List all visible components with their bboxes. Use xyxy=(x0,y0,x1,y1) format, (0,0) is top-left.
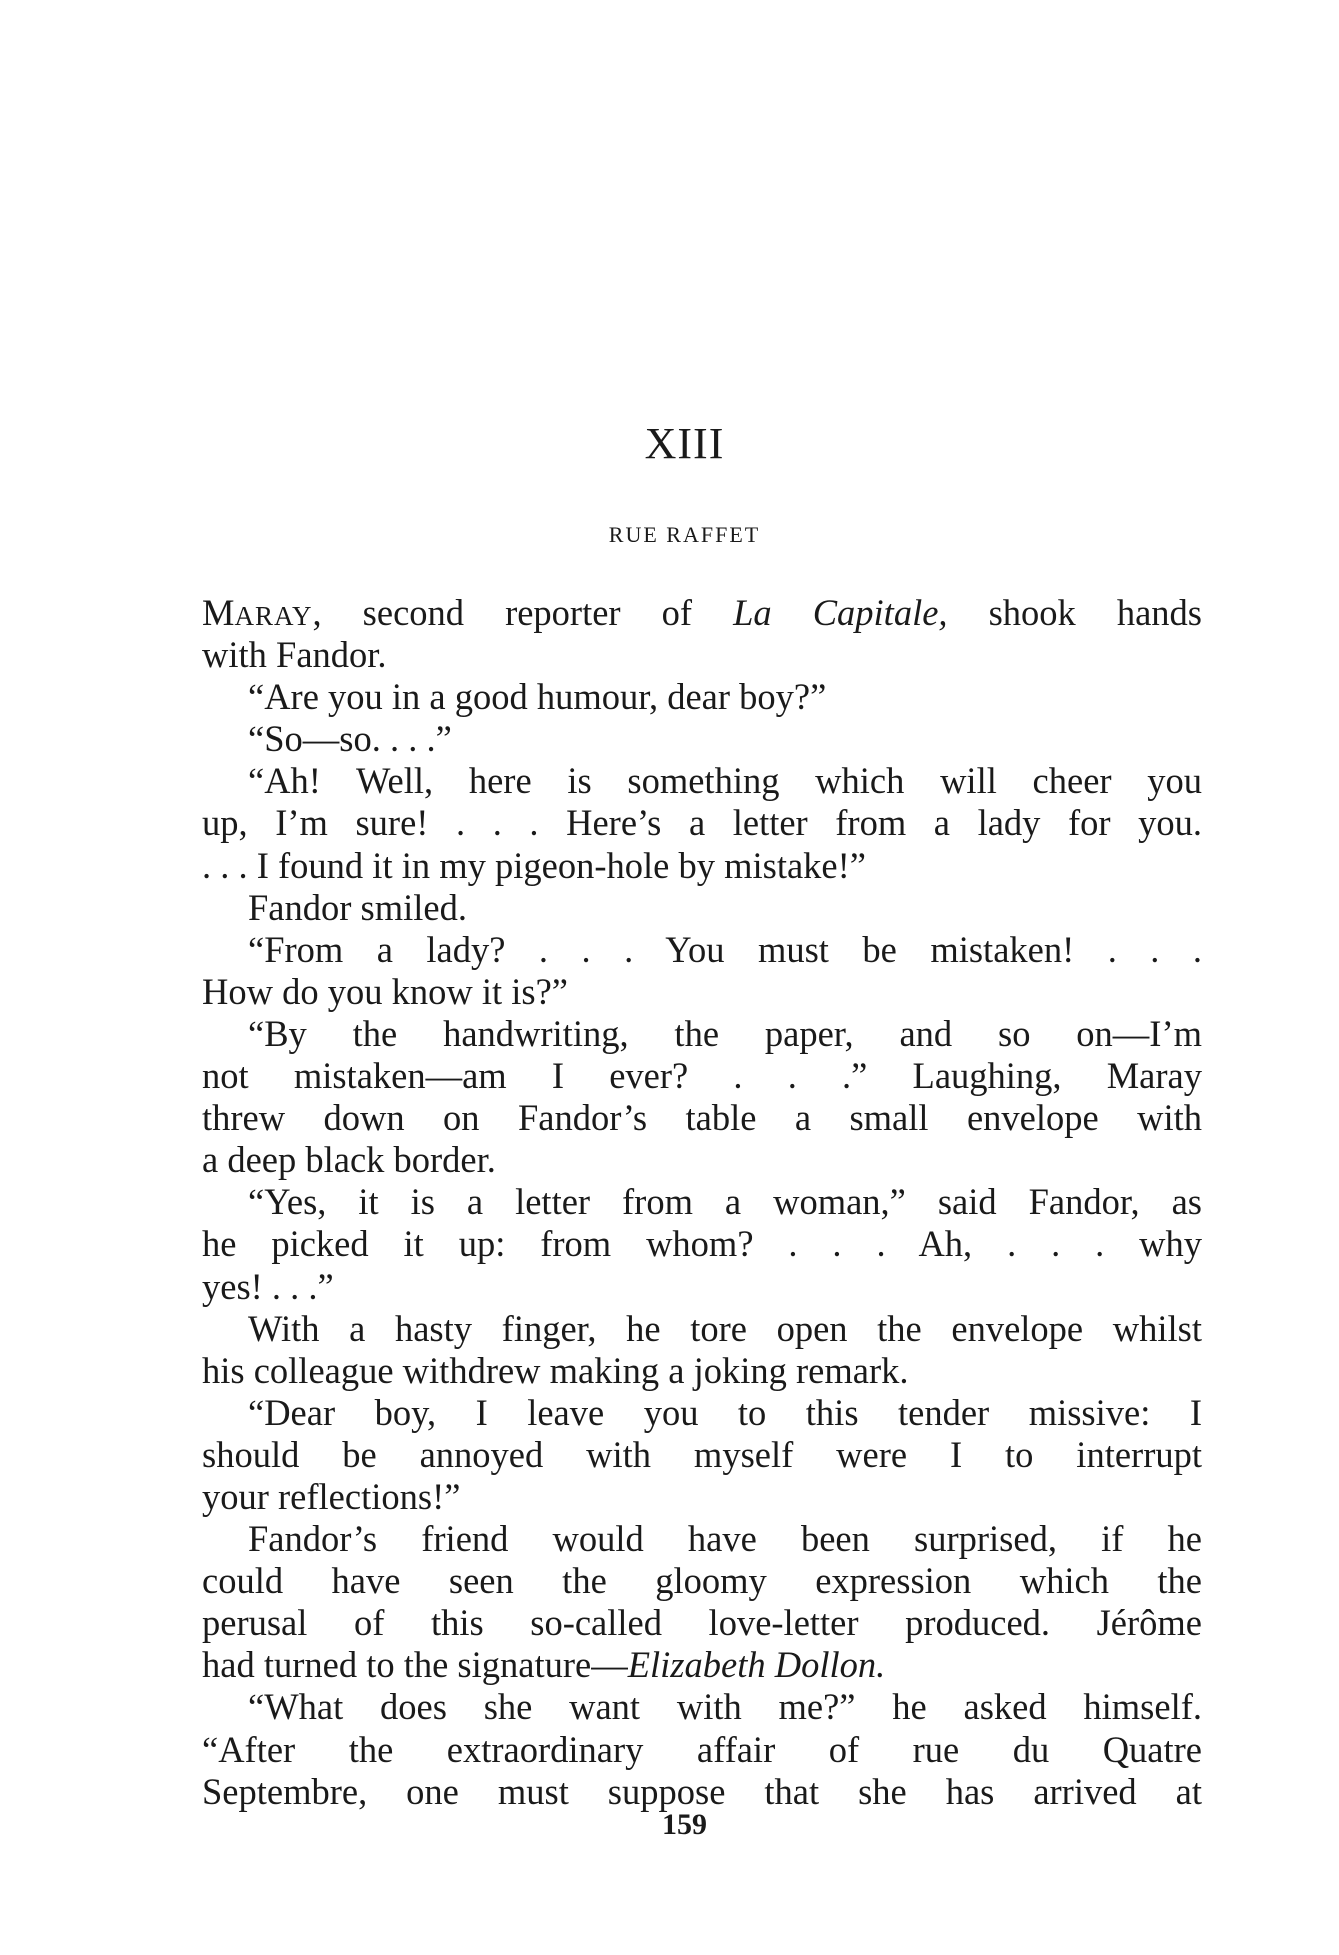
small-caps-name: ARAY xyxy=(234,601,313,631)
text-line: “What does she want with me?” he asked himself. xyxy=(248,1686,1202,1728)
text-line: perusal of this so-called love-letter produced. Jérôme xyxy=(202,1602,1202,1644)
signature-name: Elizabeth Dollon. xyxy=(627,1644,886,1686)
text-line: “So—so. . . .” xyxy=(248,718,452,760)
chapter-number: XIII xyxy=(644,419,725,468)
text-line: “Yes, it is a letter from a woman,” said Fandor, as xyxy=(248,1181,1202,1223)
text-line: he picked it up: from whom? . . . Ah, . . . why xyxy=(202,1223,1202,1265)
text-line: could have seen the gloomy expression which the xyxy=(202,1560,1202,1602)
text-line: “Ah! Well, here is something which will cheer you xyxy=(248,760,1202,802)
text-line: . . . I found it in my pigeon-hole by mistake!” xyxy=(202,844,866,886)
text-line: Fandor’s friend would have been surprised, if he xyxy=(248,1518,1202,1560)
text-line: threw down on Fandor’s table a small envelope with xyxy=(202,1097,1202,1139)
text-line: had turned to the signature—Elizabeth Dollon. xyxy=(202,1644,886,1686)
text-line: his colleague withdrew making a joking remark. xyxy=(202,1349,909,1391)
text-line: Fandor smiled. xyxy=(248,886,467,928)
text-line: should be annoyed with myself were I to interrupt xyxy=(202,1433,1202,1475)
text-line: not mistaken—am I ever? . . .” Laughing, Maray xyxy=(202,1055,1202,1097)
text-line: With a hasty finger, he tore open the envelope whilst xyxy=(248,1307,1202,1349)
text-line: “By the handwriting, the paper, and so on—I’m xyxy=(248,1012,1202,1054)
text-line: How do you know it is?” xyxy=(202,970,568,1012)
text-line: a deep black border. xyxy=(202,1139,496,1181)
text-line: Septembre, one must suppose that she has arrived at xyxy=(202,1770,1202,1812)
page-number: 159 xyxy=(662,1808,707,1841)
body-text xyxy=(202,592,1202,1813)
chapter-title: RUE RAFFET xyxy=(608,522,761,547)
text-line: with Fandor. xyxy=(202,634,387,676)
text-line: MARAY, second reporter of La Capitale, shook hands xyxy=(202,592,1202,633)
text-line: “Dear boy, I leave you to this tender missive: I xyxy=(248,1391,1202,1433)
text-line: your reflections!” xyxy=(202,1475,461,1517)
text-line: “Are you in a good humour, dear boy?” xyxy=(248,676,827,718)
text-line: up, I’m sure! . . . Here’s a letter from a lady for you. xyxy=(202,802,1202,844)
small-caps-initial: M xyxy=(202,592,235,633)
text-line: “After the extraordinary affair of rue du Quatre xyxy=(202,1728,1202,1770)
text-line: “From a lady? . . . You must be mistaken! . . . xyxy=(248,928,1202,970)
newspaper-title: La Capitale, xyxy=(733,592,948,633)
text-line: yes! . . .” xyxy=(202,1265,334,1307)
